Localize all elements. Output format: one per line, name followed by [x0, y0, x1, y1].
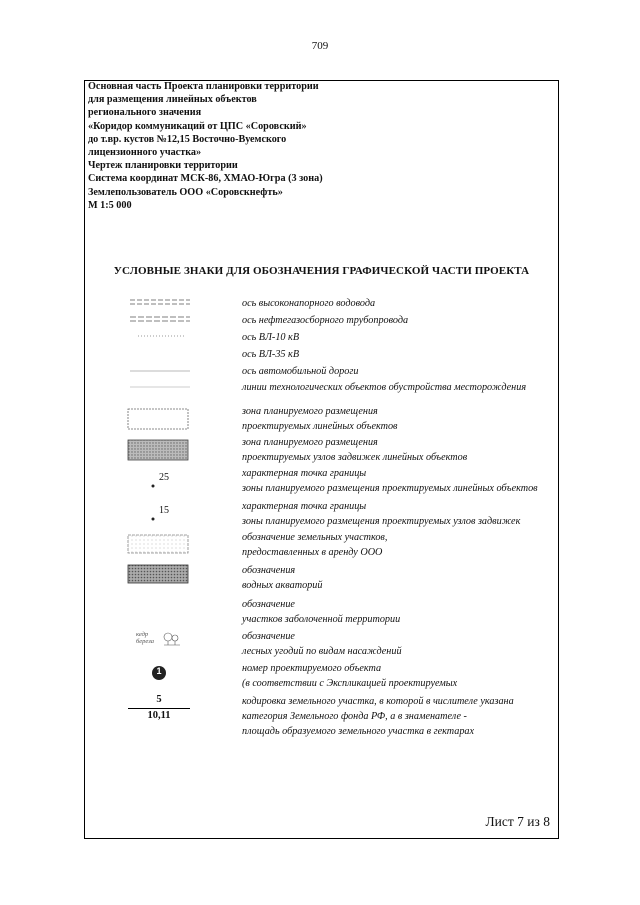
header-line: до т.вр. кустов №12,15 Восточно-Вуемского — [88, 133, 287, 145]
legend-label: ось ВЛ-35 кВ — [242, 349, 300, 360]
legend-line: кодировка земельного участка, в которой в числителе указана — [242, 696, 514, 707]
legend-label — [242, 466, 538, 496]
legend-label — [242, 530, 387, 560]
legend-label — [242, 499, 520, 529]
legend-label — [242, 629, 402, 659]
legend-label: ось автомобильной дороги — [242, 366, 359, 377]
land-code-fraction-symbol — [110, 694, 210, 734]
fraction-denominator: 10,11 — [147, 710, 171, 721]
header-line: лицензионного участка» — [88, 147, 202, 159]
legend-line: обозначение земельных участков, — [242, 532, 388, 543]
legend-line: проектируемых линейных объектов — [242, 421, 398, 432]
legend-line: характерная точка границы — [242, 501, 367, 512]
header-line: Система координат МСК-86, ХМАО-Югра (3 зона) — [88, 173, 323, 185]
legend-line: предоставленных в аренду ООО — [242, 547, 383, 558]
legend-label — [242, 435, 467, 465]
power-line-10kv-symbol — [110, 330, 210, 354]
legend-line: площадь образуемого земельного участка в гектарах — [242, 726, 475, 737]
legend-line: характерная точка границы — [242, 468, 367, 479]
legend-line: участков заболоченной территории — [242, 614, 401, 625]
legend-line: обозначение — [242, 631, 295, 642]
point-label: 15 — [159, 505, 169, 516]
legend-label — [242, 597, 400, 627]
valve-zone-symbol — [110, 439, 210, 463]
sheet-label: Лист 7 из 8 — [485, 814, 550, 829]
legend-label — [242, 661, 457, 691]
legend-label — [242, 404, 397, 434]
header-line: Землепользователь ООО «Соровскнефть» — [88, 186, 283, 198]
tree-icon — [110, 629, 210, 653]
legend-label — [242, 563, 322, 593]
fraction-bar — [128, 708, 190, 709]
fraction-numerator: 5 — [156, 694, 162, 705]
header-line: Основная часть Проекта планировки территории — [88, 81, 319, 92]
header-line: «Коридор коммуникаций от ЦПС «Соровский» — [88, 120, 307, 132]
forest-symbol — [110, 629, 210, 653]
legend-line: обозначение — [242, 599, 295, 610]
boundary-point-symbol — [110, 505, 210, 529]
header-line: для размещения линейных объектов — [88, 94, 257, 106]
tech-object-line-symbol — [110, 380, 210, 404]
legend-line: (в соответствии с Экспликацией проектируемых — [242, 678, 458, 689]
legend-title: УСЛОВНЫЕ ЗНАКИ ДЛЯ ОБОЗНАЧЕНИЯ ГРАФИЧЕСКОЙ ЧАСТИ ПРОЕКТА — [113, 265, 530, 277]
legend-label: ось высоконапорного водовода — [242, 298, 376, 309]
water-area-symbol — [110, 564, 210, 588]
header-line: регионального значения — [88, 107, 202, 119]
legend-label: линии технологических объектов обустройства месторождения — [242, 382, 527, 393]
document-header — [88, 80, 388, 212]
legend-line: зоны планируемого размещения проектируемых линейных объектов — [242, 483, 538, 494]
land-plot-symbol — [110, 534, 210, 558]
boundary-point-symbol — [110, 472, 210, 496]
legend-line: лесных угодий по видам насаждений — [242, 646, 402, 657]
legend-line: зоны планируемого размещения проектируемых узлов задвижек — [242, 516, 521, 527]
point-label: 25 — [159, 472, 169, 483]
legend-line: обозначения — [242, 565, 296, 576]
legend-line: номер проектируемого объекта — [242, 663, 382, 674]
header-line: Чертеж планировки территории — [88, 160, 238, 172]
object-number-symbol — [110, 663, 210, 687]
legend-label: ось нефтегазосборного трубопровода — [242, 315, 409, 326]
legend-line: зона планируемого размещения — [242, 406, 378, 417]
legend-line: водных акваторий — [242, 580, 323, 591]
page-number: 709 — [311, 40, 329, 52]
header-line: М 1:5 000 — [88, 199, 132, 211]
object-number: 1 — [156, 666, 162, 676]
linear-zone-symbol — [110, 408, 210, 432]
forest-label: береза — [136, 638, 154, 645]
legend-line: проектируемых узлов задвижек линейных объектов — [242, 452, 468, 463]
legend-label — [242, 694, 514, 739]
legend-label: ось ВЛ-10 кВ — [242, 332, 300, 343]
legend-line: категория Земельного фонда РФ, а в знаменателе - — [242, 711, 467, 722]
legend-line: зона планируемого размещения — [242, 437, 378, 448]
forest-label: кедр — [136, 631, 149, 638]
